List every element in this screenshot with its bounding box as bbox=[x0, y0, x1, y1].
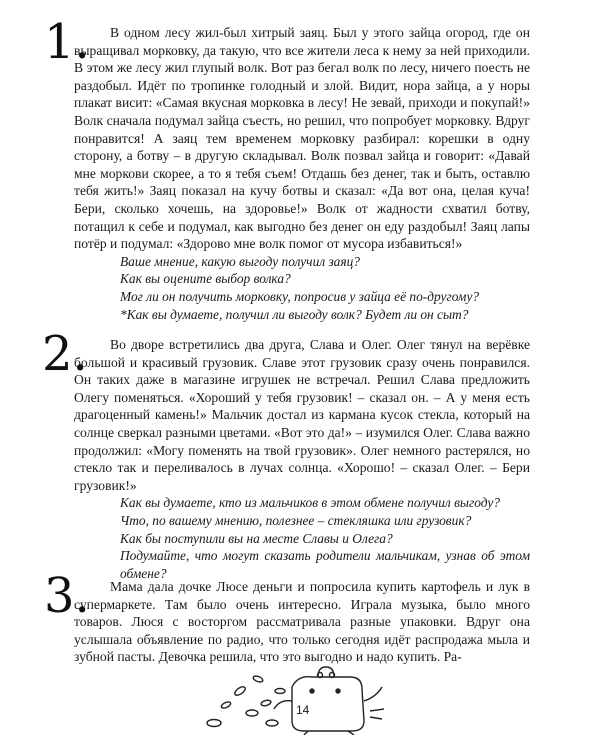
question: *Как вы думаете, получил ли выгоду волк? Будет ли он сыт? bbox=[120, 306, 469, 322]
wallet-with-coins-icon bbox=[200, 665, 400, 735]
question: Как вы оцените выбор волка? bbox=[120, 271, 291, 287]
story-1 bbox=[44, 14, 530, 323]
page-number: 14 bbox=[296, 703, 310, 717]
question: Мог ли он получить морковку, попросив у зайца её по-другому? bbox=[120, 288, 480, 304]
story-number: 1. bbox=[44, 14, 90, 70]
story-text: Во дворе встретились два друга, Слава и Олег. Олег тянул на верёвке большой и красивый грузовик. Славе этот грузовик сразу очень понравился. Он таких даже в магазине игрушек не встречал. Решил Слава предложить Олегу поменяться. «Хороший у тебя грузовик! – сказал он. – А у меня есть драгоценный камень!» Мальчик достал из кармана кусок стекла, который на солнце сверкал разными цветами. «Вот это да!» – изумился Олег. Слава важно продолжил: «Могу поменять на твой грузовик». Олег немного растерялся, но стекло так и переливалось в лучах солнца. «Хорошо! – сказал Олег. – Бери грузовик!» bbox=[74, 337, 530, 493]
story-number: 3. bbox=[44, 568, 90, 624]
question: Как вы думаете, кто из мальчиков в этом обмене получил выгоду? bbox=[120, 495, 500, 511]
story-3 bbox=[44, 568, 530, 666]
story-2 bbox=[42, 326, 530, 582]
question: Что, по вашему мнению, полезнее – стекляшка или грузовик? bbox=[120, 512, 472, 528]
story-text: Мама дала дочке Люсе деньги и попросила купить картофель и лук в супермаркете. Там было очень интересно. Играла музыка, было много товаров. Люся с восторгом рассматривала разные упаковки. Вдруг она услышала объявление по радио, что только сегодня идёт распродажа мыла и зубной пасты. Девочка решила, что это выгодно и надо купить. Ра- bbox=[74, 579, 530, 665]
question: Как бы поступили вы на месте Славы и Олега? bbox=[120, 530, 393, 546]
question: Ваше мнение, какую выгоду получил заяц? bbox=[120, 253, 360, 269]
story-text: В одном лесу жил-был хитрый заяц. Был у этого зайца огород, где он выращивал морковку, да такую, что все жители леса к нему за ней приходили. В этом же лесу жил глупый волк. Вот раз бегал волк по лесу, ничего поесть не раздобыл. Идёт по тропинке голодный и злой. Видит, нора зайца, а у норы плакат висит: «Самая вкусная морковка в лесу! Не зевай, приходи и покупай!» Волк сначала подумал зайца съесть, но решил, что попробует морковку. Вдруг понравится! А заяц тем временем морковку разбирал: корешки в одну сторону, а ботву – в другую складывал. Волк позвал зайца и говорит: «Давай мне моркови скорее, а то я тебя съем! Отдашь без денег, так и быть, оставлю тебя жить!» Заяц показал на кучу ботвы и сказал: «Да вот она, целая куча! Бери, сколько хочешь, на здоровье!» Волк от жадности схватил ботву, потащил к себе и подумал, как выгодно без денег он еду раздобыл! Заяц лапы потёр и подумал: «Здорово мне волк помог от мусора избавиться!» bbox=[74, 25, 530, 252]
question: Подумайте, что могут сказать родители мальчикам, узнав об этом обмене? bbox=[120, 548, 530, 581]
story-number: 2. bbox=[42, 326, 88, 382]
